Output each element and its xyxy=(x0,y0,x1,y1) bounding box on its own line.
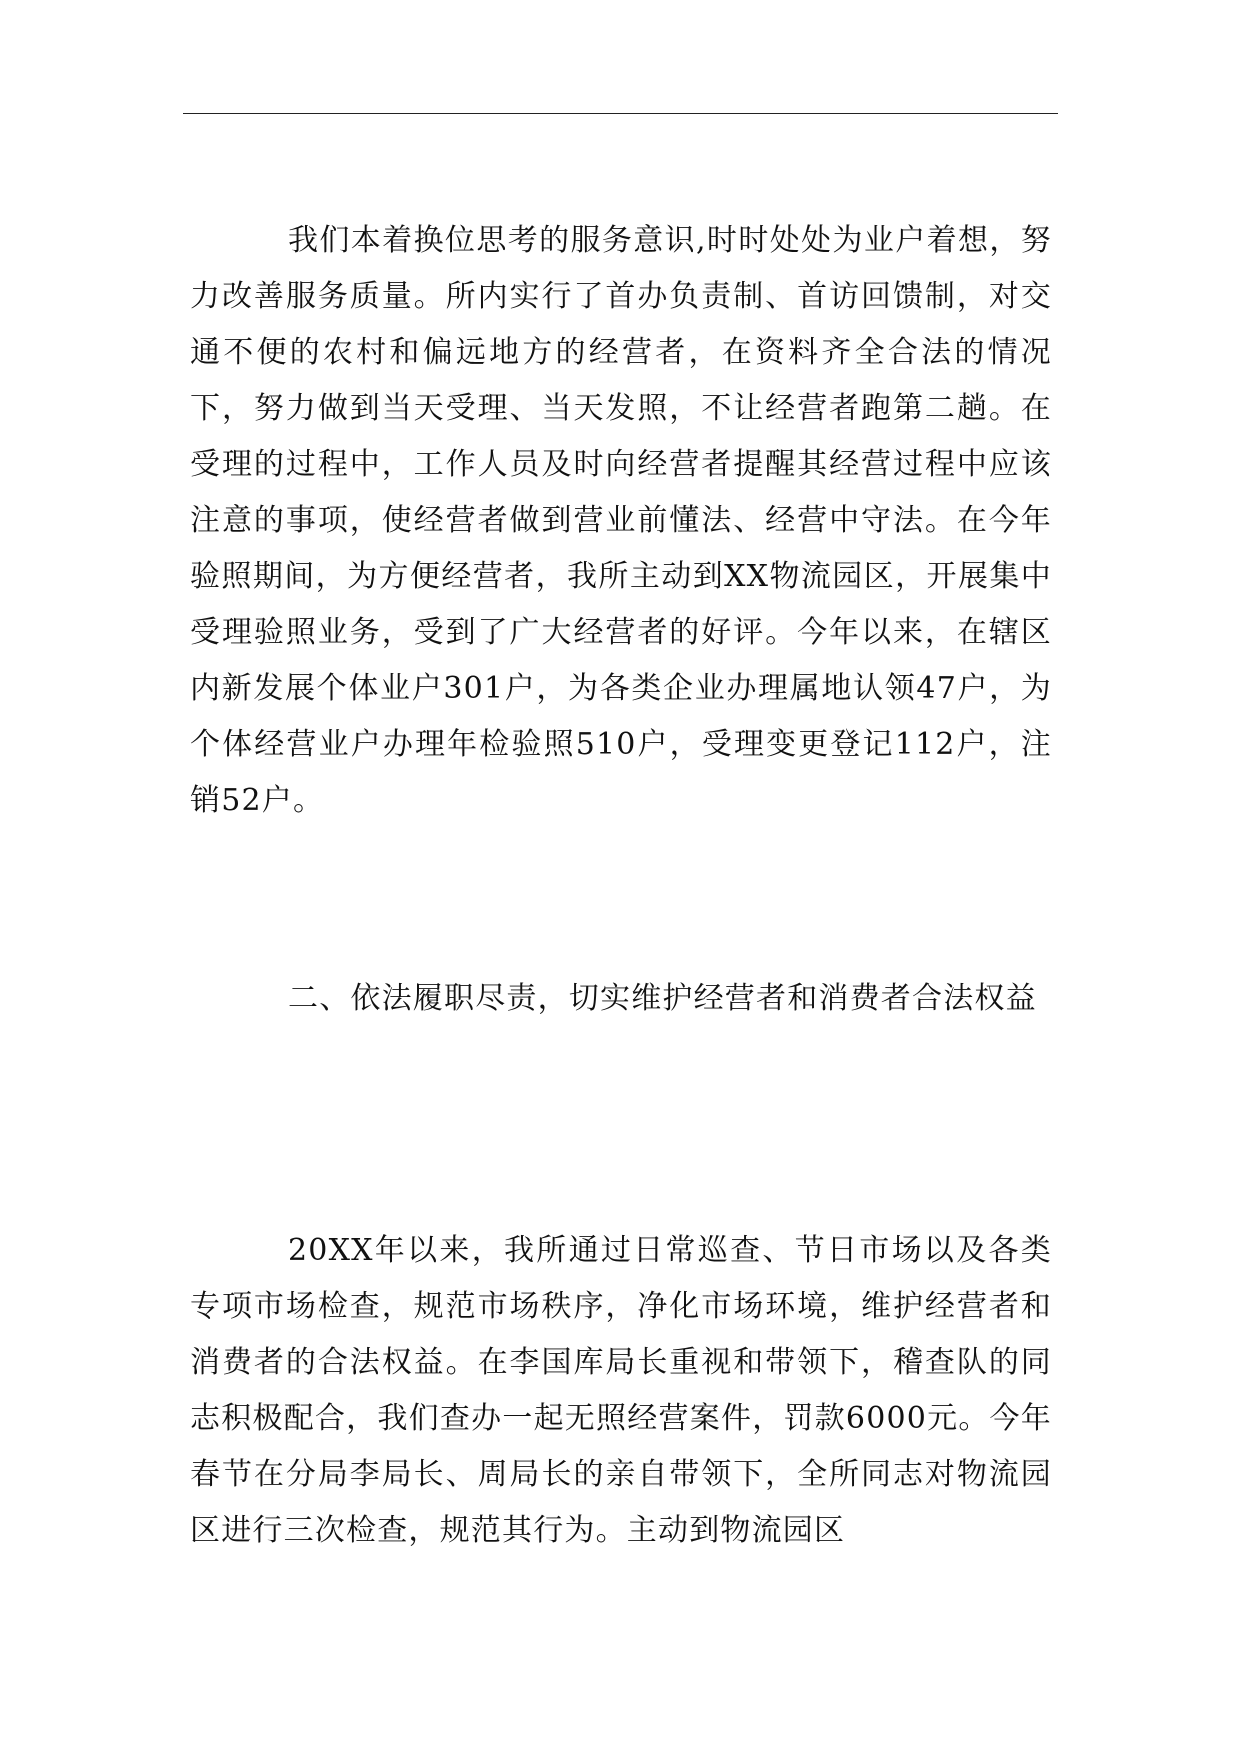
body-paragraph: 20XX年以来，我所通过日常巡查、节日市场以及各类专项市场检查，规范市场秩序，净化市场环境，维护经营者和消费者的合法权益。在李国库局长重视和带领下，稽查队的同志积极配合，我们查办一起无照经营案件，罚款6000元。今年春节在分局李局长、周局长的亲自带领下，全所同志对物流园区进行三次检查，规范其行为。主动到物流园区 xyxy=(190,1233,1052,1548)
section-heading: 二、依法履职尽责，切实维护经营者和消费者合法权益 xyxy=(288,981,1037,1016)
body-paragraph: 我们本着换位思考的服务意识,时时处处为业户着想，努力改善服务质量。所内实行了首办负责制、首访回馈制，对交通不便的农村和偏远地方的经营者，在资料齐全合法的情况下，努力做到当天受理、当天发照，不让经营者跑第二趟。在受理的过程中，工作人员及时向经营者提醒其经营过程中应该注意的事项，使经营者做到营业前懂法、经营中守法。在今年验照期间，为方便经营者，我所主动到XX物流园区，开展集中受理验照业务，受到了广大经营者的好评。今年以来，在辖区内新发展个体业户301户，为各类企业办理属地认领47户，为个体经营业户办理年检验照510户，受理变更登记112户，注销52户。 xyxy=(190,223,1052,818)
header-rule xyxy=(183,113,1058,114)
